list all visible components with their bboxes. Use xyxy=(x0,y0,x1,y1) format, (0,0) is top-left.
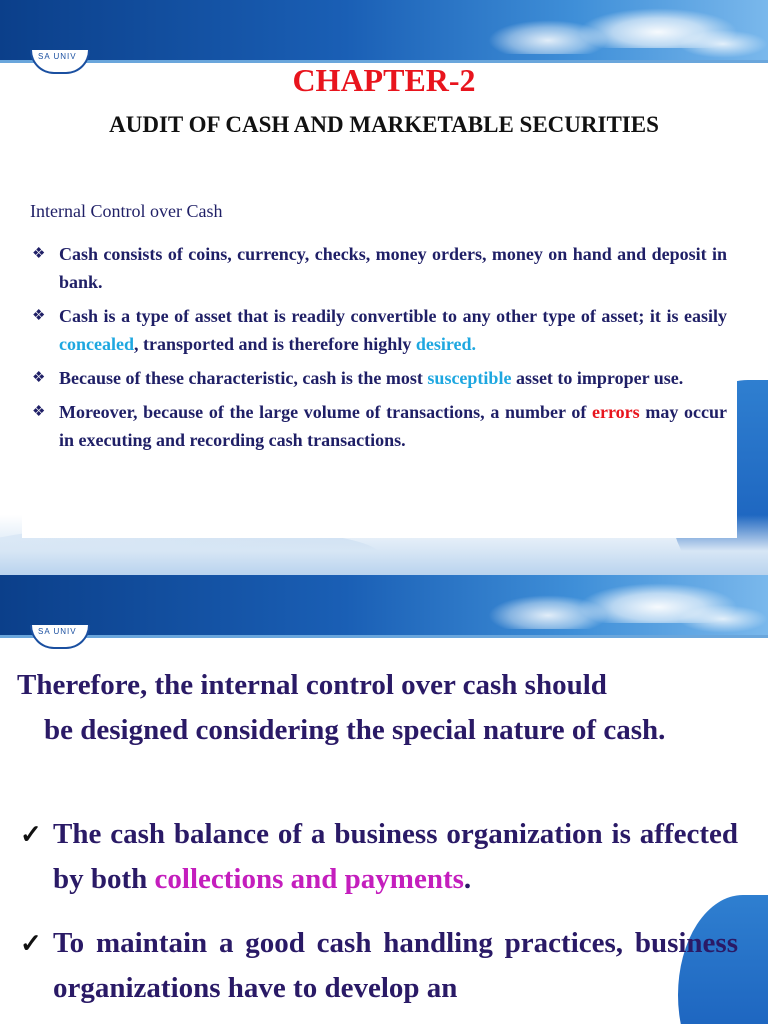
header-divider xyxy=(0,635,768,638)
check-item: ✓ The cash balance of a business organization is affected by both collections and payments. xyxy=(20,812,738,902)
header-banner xyxy=(0,575,768,635)
body-paragraph xyxy=(17,663,739,753)
check-item: ✓ To maintain a good cash handling practices, business organizations have to develop an xyxy=(20,921,738,1011)
cloud-decoration xyxy=(488,20,608,54)
cloud-decoration xyxy=(678,605,768,633)
highlight-susceptible: susceptible xyxy=(427,368,512,388)
diamond-bullet-icon: ❖ xyxy=(32,370,46,386)
university-logo: SA UNIV xyxy=(30,625,90,649)
bullet-item: ❖ Cash consists of coins, currency, checks, money orders, money on hand and deposit in bank. xyxy=(32,240,727,296)
bullet-item: ❖ Moreover, because of the large volume of transactions, a number of errors may occur in executing and recording cash transactions. xyxy=(32,398,727,454)
chapter-title: CHAPTER-2 xyxy=(292,62,476,98)
bullet-list xyxy=(32,240,727,460)
cloud-decoration xyxy=(488,595,608,629)
bullet-item: ❖ Because of these characteristic, cash is the most susceptible asset to improper use. xyxy=(32,364,727,392)
highlight-concealed: concealed xyxy=(59,334,134,354)
chapter-subtitle: AUDIT OF CASH AND MARKETABLE SECURITIES xyxy=(109,112,659,137)
checkmark-icon: ✓ xyxy=(20,929,42,958)
highlight-desired: desired. xyxy=(415,334,476,354)
diamond-bullet-icon: ❖ xyxy=(32,404,46,420)
bullet-item: ❖ Cash is a type of asset that is readily convertible to any other type of asset; it is easily concealed, transported and is therefore highly desired. xyxy=(32,302,727,358)
paragraph-line: Therefore, the internal control over cash should xyxy=(17,669,607,701)
highlight-errors: errors xyxy=(592,402,640,422)
diamond-bullet-icon: ❖ xyxy=(32,308,46,324)
highlight-collections-payments: collections and payments xyxy=(154,863,464,895)
header-banner xyxy=(0,0,768,60)
university-logo: SA UNIV xyxy=(30,50,90,74)
checkmark-icon: ✓ xyxy=(20,820,42,849)
cloud-decoration xyxy=(678,30,768,58)
section-heading: Internal Control over Cash xyxy=(30,201,223,221)
slide-2 xyxy=(0,575,768,1024)
diamond-bullet-icon: ❖ xyxy=(32,246,46,262)
paragraph-continuation: be designed considering the special nature of cash. xyxy=(44,714,666,746)
